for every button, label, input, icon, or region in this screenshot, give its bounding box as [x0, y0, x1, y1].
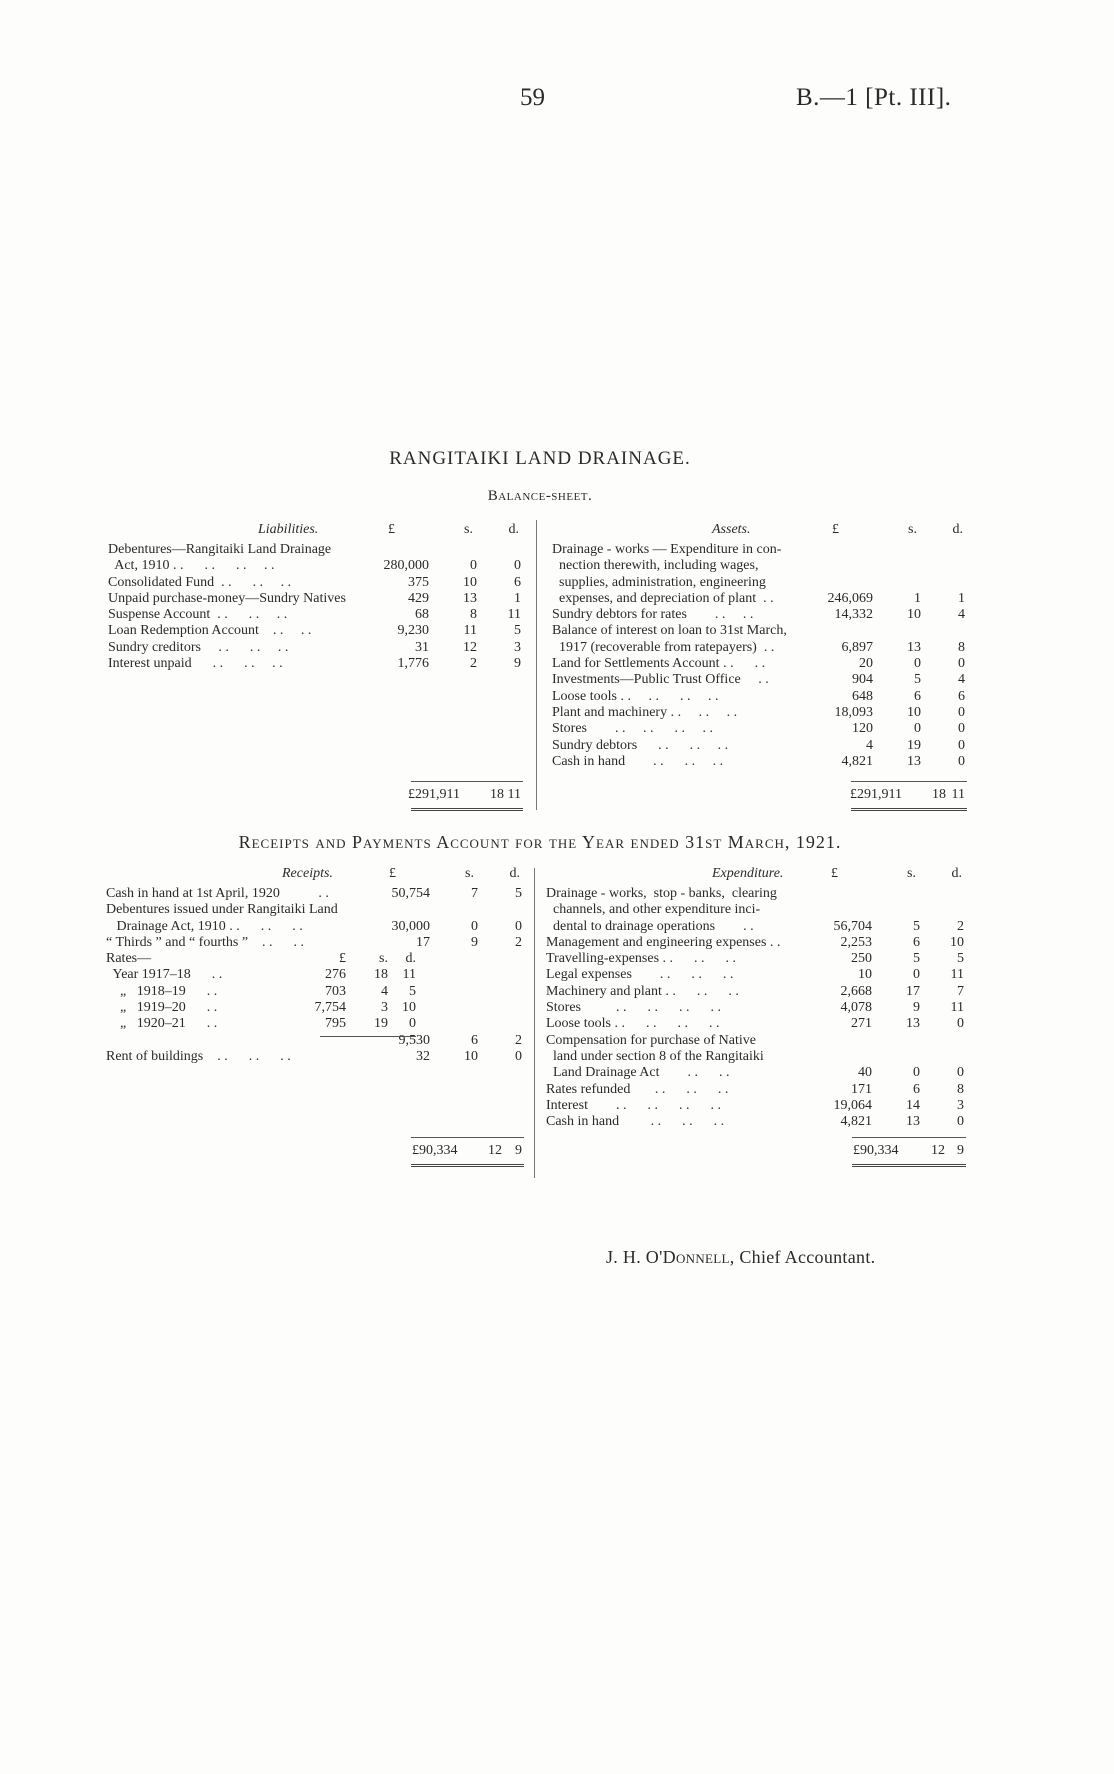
- row-label: Drainage - works, stop - banks, clearing: [546, 886, 777, 901]
- row-pounds: 246,069: [827, 590, 873, 606]
- row-shillings: 10: [907, 607, 921, 623]
- ledger-row: [546, 951, 966, 967]
- row-pence: 0: [958, 656, 965, 672]
- row-label: Year 1917–18 . .: [106, 967, 223, 983]
- total-rule: [852, 1137, 966, 1138]
- row-pounds: 120: [852, 721, 873, 737]
- receipts-header: [106, 866, 524, 886]
- total-shillings: 12: [488, 1143, 502, 1158]
- row-pence: 0: [958, 704, 965, 720]
- row-pence: 0: [957, 1065, 964, 1081]
- row-shillings: 13: [463, 590, 477, 606]
- ledger-row: [546, 1065, 966, 1081]
- row-pence: 3: [514, 639, 521, 655]
- row-shillings: 0: [470, 558, 477, 574]
- row-pounds: 9,530: [398, 1032, 430, 1048]
- row-shillings: 0: [913, 967, 920, 983]
- row-pence: 0: [958, 737, 965, 753]
- shillings-column-header: s.: [465, 866, 474, 881]
- row-shillings: 14: [906, 1097, 920, 1113]
- pence-column-header: d.: [508, 522, 519, 537]
- total-shillings: 18: [932, 787, 946, 802]
- row-label: Drainage - works — Expenditure in con-: [552, 542, 782, 557]
- ledger-row: [546, 1114, 966, 1130]
- row-label: „ 1920–21 . .: [106, 1016, 218, 1032]
- row-pence: 10: [402, 999, 416, 1015]
- row-shillings: 5: [913, 951, 920, 967]
- total-rule: [851, 781, 967, 782]
- row-label: Cash in hand at 1st April, 1920 . .: [106, 886, 329, 901]
- ledger-row: [108, 542, 523, 558]
- pence-column-header: d.: [509, 866, 520, 881]
- row-pence: 2: [515, 1032, 522, 1048]
- row-pounds: 4,821: [840, 1114, 872, 1130]
- row-shillings: 17: [906, 983, 920, 999]
- row-pence: 0: [409, 1016, 416, 1032]
- row-shillings: 11: [463, 623, 477, 639]
- ledger-row: [106, 919, 524, 935]
- row-label: Loose tools . . . . . . . .: [552, 688, 719, 704]
- row-pounds: 4: [866, 737, 873, 753]
- pounds-column-header: £: [832, 522, 839, 537]
- ledger-row: [106, 1033, 524, 1049]
- ledger-row: [546, 1082, 966, 1098]
- row-label: Management and engineering expenses . .: [546, 934, 781, 950]
- row-pounds: 14,332: [834, 607, 873, 623]
- row-shillings: 2: [470, 656, 477, 672]
- total-double-rule: [411, 808, 523, 811]
- total-pounds: £291,911: [408, 787, 460, 802]
- row-pounds: 20: [859, 656, 873, 672]
- row-label: Legal expenses . . . . . .: [546, 967, 734, 983]
- row-shillings: 18: [374, 967, 388, 983]
- ledger-row: [552, 656, 967, 672]
- row-pounds: 4,078: [840, 1000, 872, 1016]
- row-shillings: 1: [914, 590, 921, 606]
- ledger-row: [546, 967, 966, 983]
- row-label: Plant and machinery . . . . . .: [552, 704, 738, 720]
- row-label: Sundry debtors for rates . . . .: [552, 607, 754, 623]
- shillings-column-header: s.: [464, 522, 473, 537]
- total-rule: [411, 1137, 524, 1138]
- row-pence: 1: [958, 590, 965, 606]
- ledger-row: [546, 902, 966, 918]
- rates-subtable: [296, 951, 416, 1032]
- total-pounds: £90,334: [853, 1143, 899, 1158]
- row-pence: 2: [957, 918, 964, 934]
- row-pence: 11: [950, 967, 964, 983]
- row-shillings: 4: [381, 983, 388, 999]
- ledger-row: [552, 623, 967, 639]
- receipts-total: [412, 1143, 524, 1159]
- row-shillings: 5: [913, 918, 920, 934]
- row-pounds: 9,230: [397, 623, 429, 639]
- column-divider: [536, 520, 537, 810]
- row-pence: 4: [958, 607, 965, 623]
- rates-sub-row: [296, 967, 416, 983]
- row-pounds: 429: [408, 590, 429, 606]
- report-title: RANGITAIKI LAND DRAINAGE.: [389, 448, 691, 469]
- row-pence: 4: [958, 672, 965, 688]
- row-shillings: 9: [913, 1000, 920, 1016]
- row-shillings: 7: [471, 886, 478, 901]
- row-shillings: 10: [463, 574, 477, 590]
- row-pounds: 904: [852, 672, 873, 688]
- row-pence: 11: [950, 1000, 964, 1016]
- row-pounds: 68: [415, 607, 429, 623]
- row-pounds: 4,821: [841, 753, 873, 769]
- row-pence: 0: [958, 721, 965, 737]
- row-shillings: 10: [464, 1048, 478, 1064]
- row-label: Land for Settlements Account . . . .: [552, 656, 766, 672]
- rates-sub-row: [296, 1000, 416, 1016]
- row-pounds: 6,897: [841, 639, 873, 655]
- ledger-row: [552, 705, 967, 721]
- row-shillings: 6: [471, 1032, 478, 1048]
- row-shillings: 13: [906, 1016, 920, 1032]
- row-pence: 1: [514, 590, 521, 606]
- expenditure-rows: [546, 886, 966, 1130]
- liabilities-rows: [108, 542, 523, 672]
- row-pence: 0: [957, 1114, 964, 1130]
- ledger-row: [552, 607, 967, 623]
- row-label: “ Thirds ” and “ fourths ” . . . .: [106, 934, 305, 950]
- row-pence: 6: [514, 574, 521, 590]
- row-label: Debentures—Rangitaiki Land Drainage: [108, 542, 332, 557]
- row-label: Cash in hand . . . . . .: [546, 1114, 725, 1130]
- row-label: channels, and other expenditure inci-: [546, 902, 761, 918]
- ledger-row: [546, 984, 966, 1000]
- pounds-column-header: £: [389, 866, 396, 881]
- total-double-rule: [411, 1164, 524, 1167]
- ledger-row: [546, 919, 966, 935]
- total-pence: 11: [507, 787, 521, 802]
- row-label: Debentures issued under Rangitaiki Land: [106, 902, 338, 918]
- liabilities-total: [408, 787, 523, 803]
- total-pence: 9: [515, 1143, 522, 1158]
- ledger-row: [546, 1033, 966, 1049]
- row-shillings: 9: [471, 934, 478, 950]
- ledger-row: [546, 1000, 966, 1016]
- row-label: Travelling-expenses . . . . . .: [546, 951, 737, 967]
- row-pounds: 2,668: [840, 983, 872, 999]
- shillings-column-header: s.: [379, 951, 388, 966]
- total-rule: [411, 781, 523, 782]
- ledger-row: [108, 575, 523, 591]
- row-shillings: 12: [463, 639, 477, 655]
- shillings-column-header: s.: [907, 866, 916, 881]
- assets-table: [552, 522, 967, 770]
- receipts-caption: Receipts.: [282, 866, 333, 881]
- row-pounds: 56,704: [833, 918, 872, 934]
- row-pence: 10: [950, 934, 964, 950]
- row-label: Unpaid purchase-money—Sundry Natives: [108, 590, 346, 606]
- row-label: Interest . . . . . . . .: [546, 1097, 721, 1113]
- row-pence: 0: [957, 1016, 964, 1032]
- row-pounds: 250: [851, 951, 872, 967]
- ledger-row: [546, 935, 966, 951]
- row-pence: 0: [515, 1048, 522, 1064]
- row-pounds: 648: [852, 688, 873, 704]
- row-label: Act, 1910 . . . . . . . .: [108, 558, 275, 574]
- total-pence: 11: [951, 787, 965, 802]
- pence-column-header: d.: [951, 866, 962, 881]
- total-double-rule: [851, 808, 967, 811]
- row-label: Cash in hand . . . . . .: [552, 753, 724, 769]
- total-pounds: £90,334: [412, 1143, 458, 1158]
- pounds-column-header: £: [388, 522, 395, 537]
- row-pounds: 703: [325, 983, 346, 999]
- row-label: supplies, administration, engineering: [552, 574, 766, 590]
- row-shillings: 0: [471, 918, 478, 934]
- row-shillings: 6: [913, 934, 920, 950]
- expenditure-total: [853, 1143, 966, 1159]
- row-label: Land Drainage Act . . . .: [546, 1065, 730, 1081]
- row-label: Drainage Act, 1910 . . . . . .: [106, 918, 303, 934]
- pounds-column-header: £: [339, 951, 346, 966]
- ledger-row: [106, 902, 524, 918]
- row-pence: 0: [515, 918, 522, 934]
- ledger-row: [108, 656, 523, 672]
- pounds-column-header: £: [831, 866, 838, 881]
- row-label: 1917 (recoverable from ratepayers) . .: [552, 639, 775, 655]
- row-label: Balance of interest on loan to 31st March,: [552, 623, 787, 639]
- document-reference: B.—1 [Pt. III].: [796, 84, 952, 111]
- row-shillings: 0: [913, 1065, 920, 1081]
- row-shillings: 13: [906, 1114, 920, 1130]
- row-label: Stores . . . . . . . .: [552, 721, 713, 737]
- row-label: Suspense Account . . . . . .: [108, 607, 288, 623]
- shillings-column-header: s.: [908, 522, 917, 537]
- signatory-name: J. H. O'Donnell,: [606, 1247, 735, 1267]
- row-pounds: 375: [408, 574, 429, 590]
- row-label: Consolidated Fund . . . . . .: [108, 574, 292, 590]
- row-label: Investments—Public Trust Office . .: [552, 672, 769, 688]
- row-pounds: 19,064: [833, 1097, 872, 1113]
- row-shillings: 6: [913, 1081, 920, 1097]
- page-number: 59: [520, 84, 545, 111]
- total-pounds: £291,911: [850, 787, 902, 802]
- row-label: Loose tools . . . . . . . .: [546, 1016, 720, 1032]
- balance-sheet-heading: Balance-sheet.: [487, 488, 593, 504]
- row-pence: 11: [402, 967, 416, 983]
- row-pounds: 280,000: [383, 558, 429, 574]
- row-label: Sundry creditors . . . . . .: [108, 639, 289, 655]
- row-pounds: 32: [416, 1048, 430, 1064]
- row-pence: 11: [507, 607, 521, 623]
- ledger-row: [552, 754, 967, 770]
- row-pounds: 795: [325, 1016, 346, 1032]
- row-shillings: 0: [914, 721, 921, 737]
- total-pence: 9: [957, 1143, 964, 1158]
- ledger-row: [552, 542, 967, 558]
- assets-total: [850, 787, 967, 803]
- row-label: Machinery and plant . . . . . .: [546, 983, 739, 999]
- row-pounds: 17: [416, 934, 430, 950]
- ledger-row: [106, 886, 524, 902]
- row-pence: 2: [515, 934, 522, 950]
- row-pounds: 50,754: [391, 886, 430, 901]
- ledger-row: [546, 1098, 966, 1114]
- row-label: Interest unpaid . . . . . .: [108, 656, 283, 672]
- row-pounds: 1,776: [397, 656, 429, 672]
- ledger-row: [546, 886, 966, 902]
- row-shillings: 13: [907, 639, 921, 655]
- row-pounds: 40: [858, 1065, 872, 1081]
- ledger-row: [108, 640, 523, 656]
- column-divider: [534, 868, 535, 1178]
- row-pounds: 171: [851, 1081, 872, 1097]
- row-label: Rates—: [106, 951, 152, 967]
- row-label: dental to drainage operations . .: [546, 918, 754, 934]
- total-shillings: 18: [490, 787, 504, 802]
- row-shillings: 19: [374, 1016, 388, 1032]
- rates-sub-row: [296, 1016, 416, 1032]
- row-pounds: 276: [325, 967, 346, 983]
- row-pounds: 10: [858, 967, 872, 983]
- row-label: Compensation for purchase of Native: [546, 1032, 756, 1048]
- ledger-row: [108, 558, 523, 574]
- row-pence: 5: [957, 951, 964, 967]
- ledger-row: [108, 591, 523, 607]
- row-pounds: 2,253: [840, 934, 872, 950]
- row-pounds: 18,093: [834, 704, 873, 720]
- expenditure-header: [546, 866, 966, 886]
- row-pence: 6: [958, 688, 965, 704]
- liabilities-caption: Liabilities.: [258, 522, 319, 537]
- row-shillings: 0: [914, 656, 921, 672]
- row-pence: 5: [515, 886, 522, 901]
- rates-sub-rows: [296, 967, 416, 1032]
- row-pounds: 7,754: [314, 999, 346, 1015]
- row-pence: 3: [957, 1097, 964, 1113]
- row-shillings: 8: [470, 607, 477, 623]
- ledger-row: [546, 1049, 966, 1065]
- row-label: Rates refunded . . . . . .: [546, 1081, 729, 1097]
- row-shillings: 5: [914, 672, 921, 688]
- signatory-title: Chief Accountant.: [739, 1247, 876, 1267]
- ledger-row: [552, 640, 967, 656]
- row-pence: 8: [958, 639, 965, 655]
- rates-sub-row: [296, 984, 416, 1000]
- row-pounds: 271: [851, 1016, 872, 1032]
- row-label: nection therewith, including wages,: [552, 558, 759, 574]
- row-pence: 9: [514, 656, 521, 672]
- ledger-row: [546, 1016, 966, 1032]
- ledger-row: [552, 721, 967, 737]
- row-label: Rent of buildings . . . . . .: [106, 1048, 291, 1064]
- ledger-row: [552, 738, 967, 754]
- ledger-row: [108, 607, 523, 623]
- assets-header: [552, 522, 967, 542]
- assets-caption: Assets.: [712, 522, 751, 537]
- signature: [606, 1247, 875, 1268]
- row-pence: 5: [514, 623, 521, 639]
- row-pounds: 30,000: [391, 918, 430, 934]
- row-label: „ 1918–19 . .: [106, 983, 218, 999]
- ledger-row: [106, 935, 524, 951]
- pence-column-header: d.: [405, 951, 416, 966]
- ledger-row: [552, 672, 967, 688]
- ledger-row: [552, 689, 967, 705]
- ledger-row: [552, 575, 967, 591]
- ledger-row: [552, 558, 967, 574]
- row-pence: 8: [957, 1081, 964, 1097]
- row-pence: 7: [957, 983, 964, 999]
- row-pence: 5: [409, 983, 416, 999]
- assets-rows: [552, 542, 967, 770]
- ledger-row: [106, 1049, 524, 1065]
- expenditure-caption: Expenditure.: [712, 866, 784, 881]
- rates-sub-header: [296, 951, 416, 967]
- total-double-rule: [852, 1164, 966, 1167]
- row-label: Sundry debtors . . . . . .: [552, 737, 729, 753]
- row-shillings: 10: [907, 704, 921, 720]
- row-label: „ 1919–20 . .: [106, 1000, 218, 1016]
- ledger-row: [108, 623, 523, 639]
- row-pounds: 31: [415, 639, 429, 655]
- pence-column-header: d.: [952, 522, 963, 537]
- row-shillings: 13: [907, 753, 921, 769]
- row-label: Loan Redemption Account . . . .: [108, 623, 312, 639]
- row-label: Stores . . . . . . . .: [546, 1000, 721, 1016]
- liabilities-table: [108, 522, 523, 672]
- expenditure-table: [546, 866, 966, 1130]
- row-label: land under section 8 of the Rangitaiki: [546, 1048, 764, 1064]
- row-label: expenses, and depreciation of plant . .: [552, 590, 774, 606]
- row-pence: 0: [514, 558, 521, 574]
- liabilities-header: [108, 522, 523, 542]
- row-shillings: 6: [914, 688, 921, 704]
- row-pence: 0: [958, 753, 965, 769]
- total-shillings: 12: [931, 1143, 945, 1158]
- receipts-payments-heading: Receipts and Payments Account for the Year ended 31st March, 1921.: [238, 832, 842, 852]
- ledger-row: [552, 591, 967, 607]
- row-shillings: 3: [381, 999, 388, 1015]
- row-shillings: 19: [907, 737, 921, 753]
- subtotal-rule: [320, 1036, 416, 1037]
